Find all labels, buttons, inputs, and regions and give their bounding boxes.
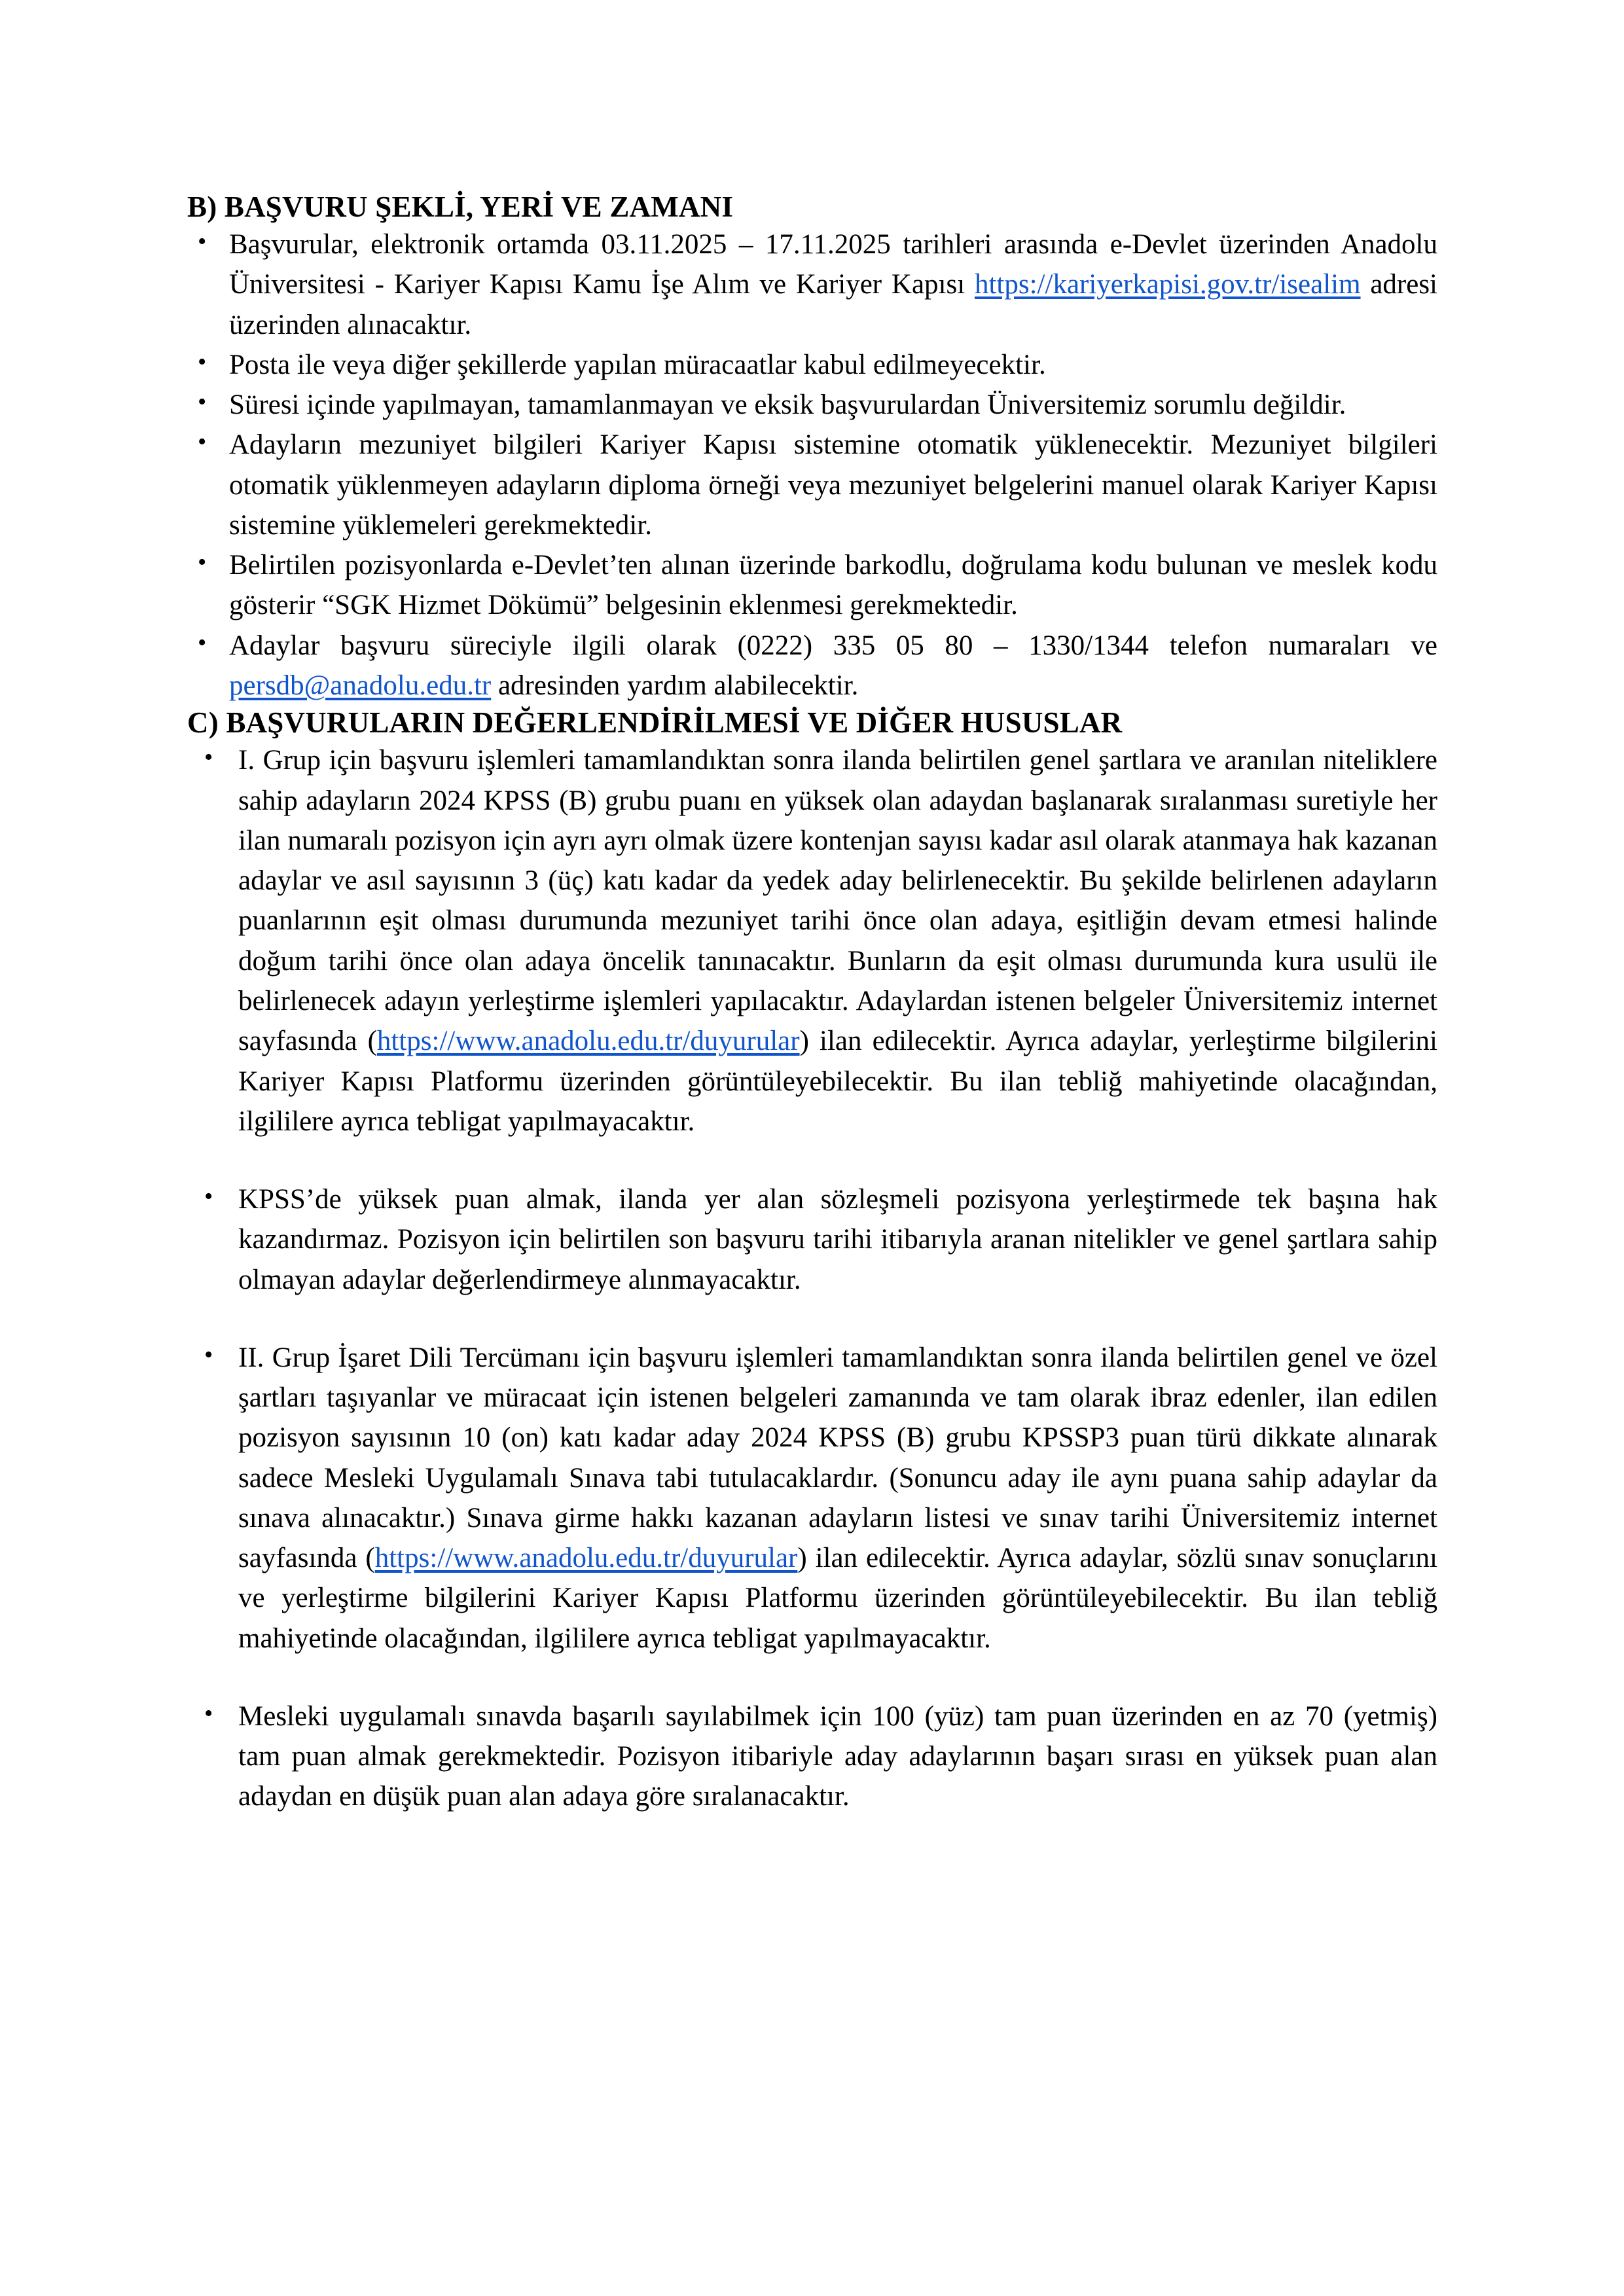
list-item — [187, 345, 1437, 385]
section-heading-c: C) BAŞVURULARIN DEĞERLENDİRİLMESİ VE DİĞER HUSUSLAR — [187, 706, 1123, 740]
section-heading-b: B) BAŞVURU ŞEKLİ, YERİ VE ZAMANI — [187, 190, 734, 223]
paragraph-text: Adaylar başvuru süreciyle ilgili olarak (0222) 335 05 80 – 1330/1344 telefon numaraları ve — [229, 630, 1437, 661]
paragraph-text: ) ilan edilecektir. Ayrıca adaylar, yerleştirme bilgilerini Kariyer Kapısı Platformu üzerinden görüntüleyebilecektir. Bu ilan tebliğ mahiyetinde olacağından, ilgililere ayrıca tebligat yapılmayacaktır. — [238, 1026, 1437, 1137]
list-item — [187, 1179, 1437, 1300]
paragraph-text: Süresi içinde yapılmayan, tamamlanmayan ve eksik başvurulardan Üniversitemiz sorumlu değildir. — [229, 389, 1346, 421]
list-item — [187, 1338, 1437, 1659]
list-item — [187, 224, 1437, 345]
paragraph-text: adresi üzerinden alınacaktır. — [229, 269, 1438, 340]
list-item — [187, 740, 1437, 1141]
document-body — [187, 190, 1437, 1817]
list-item — [187, 425, 1437, 545]
paragraph-text: Adayların mezuniyet bilgileri Kariyer Kapısı sistemine otomatik yüklenecektir. Mezuniyet bilgileri otomatik yüklenmeyen adayların diploma örneği veya mezuniyet belgelerini manuel olarak Kariyer Kapısı sistemine yüklemeleri gerekmektedir. — [229, 429, 1437, 541]
paragraph-text: I. Grup için başvuru işlemleri tamamlandıktan sonra ilanda belirtilen genel şartlara ve aranılan niteliklere sahip adayların 2024 KPSS (B) grubu puanı en yüksek olan adaydan başlanarak sıralanması suretiyle her ilan numaralı pozisyon için ayrı ayrı olmak üzere kontenjan sayısı kadar asıl olarak atanmaya hak kazanan adaylar ve asıl sayısının 3 (üç) katı kadar da yedek aday belirlenecektir. Bu şekilde belirlenen adayların puanlarının eşit olması durumunda mezuniyet tarihi önce olan adaya, eşitliğin devam etmesi halinde doğum tarihi önce olan adaya öncelik tanınacaktır. Bunların da eşit olması durumunda kura usulü ile belirlenecek adayın yerleştirme işlemleri yapılacaktır. Adaylardan istenen belgeler Üniversitemiz internet sayfasında ( — [238, 745, 1437, 1057]
paragraph-text: KPSS’de yüksek puan almak, ilanda yer alan sözleşmeli pozisyona yerleştirmede tek başına hak kazandırmaz. Pozisyon için belirtilen son başvuru tarihi itibarıyla aranan nitelikler ve genel şartlara sahip olmayan adaylar değerlendirmeye alınmayacaktır. — [238, 1184, 1437, 1295]
paragraph-text: ) ilan edilecektir. Ayrıca adaylar, sözlü sınav sonuçlarını ve yerleştirme bilgilerini Kariyer Kapısı Platformu üzerinden görüntüleyebilecektir. Bu ilan tebliğ mahiyetinde olacağından, ilgililere ayrıca tebligat yapılmayacaktır. — [238, 1543, 1437, 1654]
paragraph-text: Posta ile veya diğer şekillerde yapılan müracaatlar kabul edilmeyecektir. — [229, 349, 1046, 380]
paragraph-text: Mesleki uygulamalı sınavda başarılı sayılabilmek için 100 (yüz) tam puan üzerinden en az 70 (yetmiş) tam puan almak gerekmektedir. Pozisyon itibariyle aday adaylarının başarı sırası en yüksek puan alan adaydan en düşük puan alan adaya göre sıralanacaktır. — [238, 1700, 1437, 1812]
hyperlink[interactable]: https://www.anadolu.edu.tr/duyurular — [374, 1543, 798, 1574]
list-item — [187, 385, 1437, 425]
hyperlink[interactable]: persdb@anadolu.edu.tr — [229, 670, 492, 702]
hyperlink[interactable]: https://www.anadolu.edu.tr/duyurular — [376, 1026, 800, 1057]
paragraph-text: Belirtilen pozisyonlarda e-Devlet’ten alınan üzerinde barkodlu, doğrulama kodu bulunan ve meslek kodu gösterir “SGK Hizmet Dökümü” belgesinin eklenmesi gerekmektedir. — [229, 550, 1437, 621]
paragraph-text: Başvurular, elektronik ortamda 03.11.2025 – 17.11.2025 tarihleri arasında e-Devlet üzerinden Anadolu Üniversitesi - Kariyer Kapısı Kamu İşe Alım ve Kariyer Kapısı — [229, 229, 1437, 300]
paragraph-text: II. Grup İşaret Dili Tercümanı için başvuru işlemleri tamamlandıktan sonra ilanda belirtilen genel ve özel şartları taşıyanlar ve müracaat için istenen belgeleri zamanında ve tam olarak ibraz edenler, ilan edilen pozisyon sayısının 10 (on) katı kadar aday 2024 KPSS (B) grubu KPSSP3 puan türü dikkate alınarak sadece Mesleki Uygulamalı Sınava tabi tutulacaklardır. (Sonuncu aday ile aynı puana sahip adaylar da sınava alınacaktır.) Sınava girme hakkı kazanan adayların listesi ve sınav tarihi Üniversitemiz internet sayfasında ( — [238, 1342, 1437, 1574]
list-item — [187, 626, 1437, 706]
list-item — [187, 1696, 1437, 1817]
bullet-list-degerlendirme — [187, 740, 1437, 1816]
bullet-list-basvuru-sekli — [187, 224, 1437, 706]
list-item — [187, 545, 1437, 626]
paragraph-text: adresinden yardım alabilecektir. — [491, 670, 859, 702]
hyperlink[interactable]: https://kariyerkapisi.gov.tr/isealim — [974, 269, 1361, 300]
